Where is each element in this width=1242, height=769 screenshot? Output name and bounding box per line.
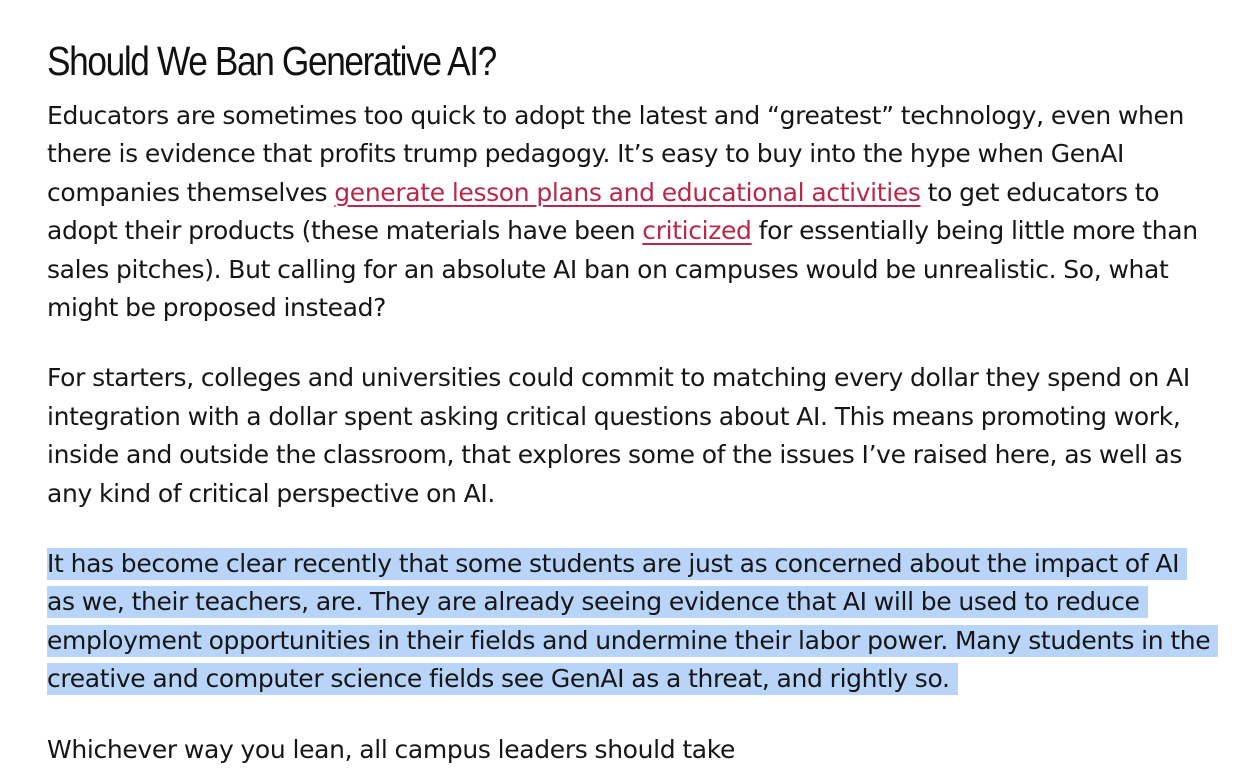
- paragraph-1-text-end: for essentially being little more than sales pitches). But calling for an absolute AI ban on campuses would be unrealistic. So, what might be proposed instead?: [47, 216, 1198, 323]
- paragraph-1-text-start: Educators are sometimes too quick to adopt the latest and “greatest” technology, even when there is evidence that profits trump pedagogy. It’s easy to buy into the hype when GenAI companies themselves: [47, 101, 1185, 207]
- paragraph-3[interactable]: [47, 545, 1212, 699]
- selected-text[interactable]: It has become clear recently that some students are just as concerned about the impact of AI as we, their teachers, are. They are already seeing evidence that AI will be used to reduce employment opportunities in their fields and undermine their labor power. Many students in the creative and computer science fields see GenAI as a threat, and rightly so.: [47, 548, 1218, 695]
- lesson-plans-link[interactable]: generate lesson plans and educational activities: [334, 177, 921, 207]
- paragraph-1: [47, 97, 1212, 327]
- paragraph-2: For starters, colleges and universities could commit to matching every dollar they spend on AI integration with a dollar spent asking critical questions about AI. This means promoting work, inside and outside the classroom, that explores some of the issues I’ve raised here, as well as any kind of critical perspective on AI.: [47, 363, 1190, 508]
- criticized-link[interactable]: criticized: [642, 216, 752, 246]
- article-body: [47, 34, 1212, 769]
- section-heading: Should We Ban Generative AI?: [47, 38, 496, 84]
- paragraph-1-text-middle: to get educators to adopt their products (these materials have been: [47, 177, 1160, 246]
- paragraph-4-partial: Whichever way you lean, all campus leaders should take: [47, 734, 736, 764]
